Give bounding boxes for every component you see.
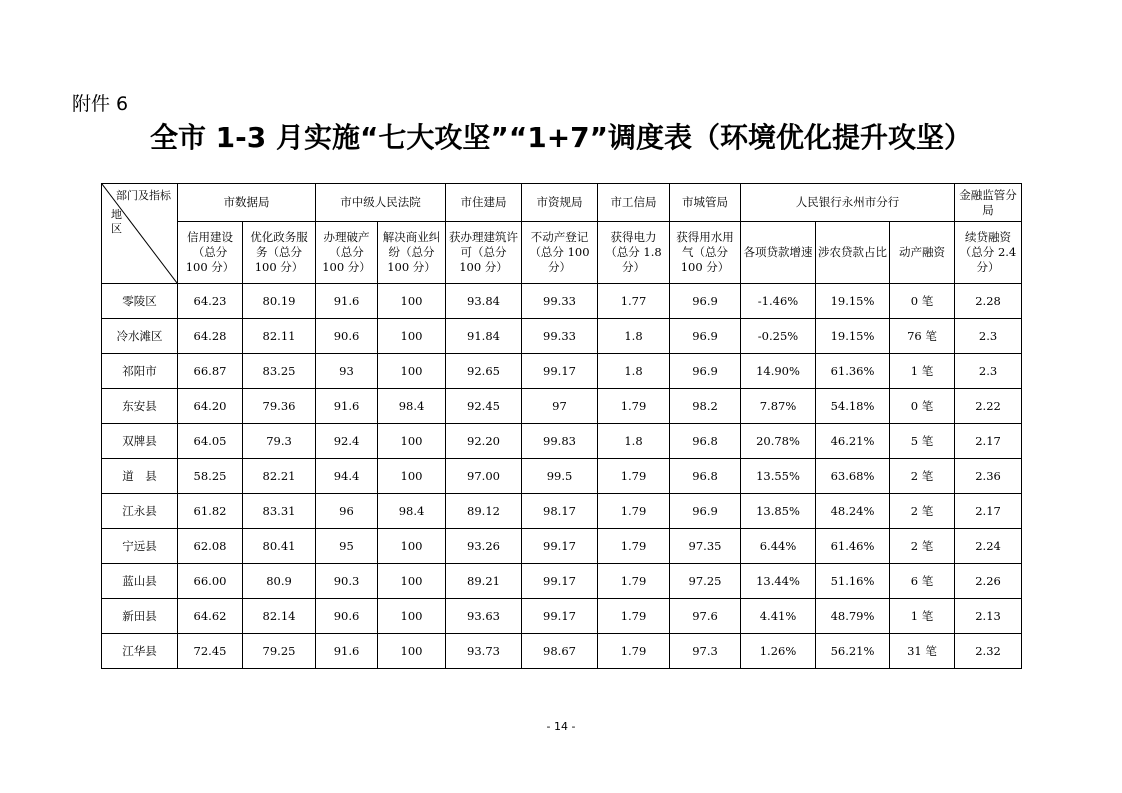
indicator-header: 获得用水用气（总分 100 分） — [670, 222, 741, 284]
value-cell: 64.20 — [178, 389, 243, 424]
value-cell: 93.73 — [446, 634, 522, 669]
indicator-header: 续贷融资（总分 2.4 分） — [955, 222, 1022, 284]
value-cell: 89.21 — [446, 564, 522, 599]
department-header-row — [102, 184, 1022, 222]
value-cell: 54.18% — [816, 389, 890, 424]
value-cell: 7.87% — [741, 389, 816, 424]
value-cell: 72.45 — [178, 634, 243, 669]
region-cell: 双牌县 — [102, 424, 178, 459]
value-cell: 56.21% — [816, 634, 890, 669]
value-cell: 100 — [378, 459, 446, 494]
indicator-header: 动产融资 — [890, 222, 955, 284]
value-cell: 1.8 — [598, 354, 670, 389]
value-cell: 98.17 — [522, 494, 598, 529]
value-cell: 2.3 — [955, 319, 1022, 354]
value-cell: 66.00 — [178, 564, 243, 599]
value-cell: 64.28 — [178, 319, 243, 354]
region-cell: 宁远县 — [102, 529, 178, 564]
value-cell: 92.65 — [446, 354, 522, 389]
value-cell: 99.17 — [522, 599, 598, 634]
value-cell: 92.45 — [446, 389, 522, 424]
value-cell: 91.6 — [316, 389, 378, 424]
value-cell: 2.26 — [955, 564, 1022, 599]
value-cell: 91.6 — [316, 284, 378, 319]
value-cell: 97.35 — [670, 529, 741, 564]
indicator-header: 各项贷款增速 — [741, 222, 816, 284]
value-cell: 96.8 — [670, 459, 741, 494]
value-cell: 61.46% — [816, 529, 890, 564]
value-cell: 93.63 — [446, 599, 522, 634]
value-cell: 2.32 — [955, 634, 1022, 669]
value-cell: 98.4 — [378, 494, 446, 529]
value-cell: 1.79 — [598, 459, 670, 494]
table-row — [102, 319, 1022, 354]
value-cell: 64.05 — [178, 424, 243, 459]
value-cell: 100 — [378, 424, 446, 459]
value-cell: 1 笔 — [890, 354, 955, 389]
corner-header-cell — [102, 184, 178, 284]
indicator-header: 获得电力（总分 1.8 分） — [598, 222, 670, 284]
value-cell: 93.84 — [446, 284, 522, 319]
value-cell: -0.25% — [741, 319, 816, 354]
value-cell: 79.36 — [243, 389, 316, 424]
page-number: - 14 - — [546, 720, 576, 733]
indicator-header: 信用建设（总分 100 分） — [178, 222, 243, 284]
value-cell: 79.25 — [243, 634, 316, 669]
value-cell: 4.41% — [741, 599, 816, 634]
value-cell: 90.6 — [316, 599, 378, 634]
value-cell: 96.8 — [670, 424, 741, 459]
value-cell: 1.79 — [598, 634, 670, 669]
value-cell: 1.79 — [598, 494, 670, 529]
value-cell: 1 笔 — [890, 599, 955, 634]
value-cell: 97.3 — [670, 634, 741, 669]
value-cell: 92.4 — [316, 424, 378, 459]
value-cell: 91.84 — [446, 319, 522, 354]
value-cell: 93.26 — [446, 529, 522, 564]
value-cell: 99.17 — [522, 529, 598, 564]
value-cell: 95 — [316, 529, 378, 564]
department-header: 金融监管分局 — [955, 184, 1022, 222]
value-cell: 2.36 — [955, 459, 1022, 494]
value-cell: 80.41 — [243, 529, 316, 564]
value-cell: 19.15% — [816, 284, 890, 319]
region-cell: 江永县 — [102, 494, 178, 529]
department-header: 市城管局 — [670, 184, 741, 222]
value-cell: 48.79% — [816, 599, 890, 634]
value-cell: 1.26% — [741, 634, 816, 669]
value-cell: 94.4 — [316, 459, 378, 494]
department-header: 人民银行永州市分行 — [741, 184, 955, 222]
value-cell: 100 — [378, 354, 446, 389]
value-cell: 64.23 — [178, 284, 243, 319]
value-cell: 93 — [316, 354, 378, 389]
indicator-header: 不动产登记（总分 100 分） — [522, 222, 598, 284]
value-cell: 100 — [378, 529, 446, 564]
value-cell: 82.14 — [243, 599, 316, 634]
value-cell: 100 — [378, 284, 446, 319]
value-cell: 19.15% — [816, 319, 890, 354]
department-header: 市数据局 — [178, 184, 316, 222]
value-cell: 82.21 — [243, 459, 316, 494]
value-cell: 2.13 — [955, 599, 1022, 634]
indicator-header: 解决商业纠纷（总分 100 分） — [378, 222, 446, 284]
value-cell: 2.3 — [955, 354, 1022, 389]
value-cell: 97.25 — [670, 564, 741, 599]
corner-top-label: 部门及指标 — [116, 189, 171, 202]
value-cell: 51.16% — [816, 564, 890, 599]
value-cell: 98.2 — [670, 389, 741, 424]
value-cell: 14.90% — [741, 354, 816, 389]
value-cell: 2.24 — [955, 529, 1022, 564]
value-cell: 99.33 — [522, 284, 598, 319]
value-cell: 62.08 — [178, 529, 243, 564]
value-cell: 6.44% — [741, 529, 816, 564]
table-row — [102, 354, 1022, 389]
region-cell: 新田县 — [102, 599, 178, 634]
value-cell: 92.20 — [446, 424, 522, 459]
value-cell: 76 笔 — [890, 319, 955, 354]
value-cell: 1.79 — [598, 599, 670, 634]
value-cell: 96.9 — [670, 284, 741, 319]
value-cell: 83.25 — [243, 354, 316, 389]
value-cell: 5 笔 — [890, 424, 955, 459]
value-cell: 66.87 — [178, 354, 243, 389]
value-cell: 98.67 — [522, 634, 598, 669]
indicator-header: 涉农贷款占比 — [816, 222, 890, 284]
department-header: 市工信局 — [598, 184, 670, 222]
value-cell: 97.6 — [670, 599, 741, 634]
value-cell: 99.17 — [522, 564, 598, 599]
table-row — [102, 494, 1022, 529]
region-cell: 蓝山县 — [102, 564, 178, 599]
value-cell: 100 — [378, 599, 446, 634]
value-cell: 2.17 — [955, 424, 1022, 459]
value-cell: 2.22 — [955, 389, 1022, 424]
value-cell: 31 笔 — [890, 634, 955, 669]
attachment-label: 附件 6 — [72, 93, 129, 115]
value-cell: 64.62 — [178, 599, 243, 634]
indicator-header-row — [102, 222, 1022, 284]
value-cell: 2 笔 — [890, 529, 955, 564]
value-cell: 46.21% — [816, 424, 890, 459]
value-cell: 1.79 — [598, 529, 670, 564]
department-header: 市中级人民法院 — [316, 184, 446, 222]
value-cell: 99.83 — [522, 424, 598, 459]
schedule-table — [101, 183, 1022, 669]
value-cell: 1.79 — [598, 564, 670, 599]
table-row — [102, 599, 1022, 634]
region-cell: 道 县 — [102, 459, 178, 494]
value-cell: 20.78% — [741, 424, 816, 459]
value-cell: -1.46% — [741, 284, 816, 319]
value-cell: 90.6 — [316, 319, 378, 354]
value-cell: 99.33 — [522, 319, 598, 354]
indicator-header: 办理破产（总分 100 分） — [316, 222, 378, 284]
value-cell: 1.77 — [598, 284, 670, 319]
value-cell: 6 笔 — [890, 564, 955, 599]
table-row — [102, 424, 1022, 459]
table-row — [102, 389, 1022, 424]
corner-bottom-label: 地区 — [111, 208, 122, 235]
value-cell: 89.12 — [446, 494, 522, 529]
value-cell: 96.9 — [670, 354, 741, 389]
value-cell: 2.28 — [955, 284, 1022, 319]
value-cell: 97 — [522, 389, 598, 424]
value-cell: 1.79 — [598, 389, 670, 424]
value-cell: 91.6 — [316, 634, 378, 669]
indicator-header: 获办理建筑许可（总分 100 分） — [446, 222, 522, 284]
value-cell: 96.9 — [670, 319, 741, 354]
value-cell: 61.82 — [178, 494, 243, 529]
table-row — [102, 459, 1022, 494]
value-cell: 96 — [316, 494, 378, 529]
value-cell: 2 笔 — [890, 494, 955, 529]
value-cell: 0 笔 — [890, 284, 955, 319]
value-cell: 63.68% — [816, 459, 890, 494]
value-cell: 79.3 — [243, 424, 316, 459]
value-cell: 99.17 — [522, 354, 598, 389]
value-cell: 98.4 — [378, 389, 446, 424]
value-cell: 97.00 — [446, 459, 522, 494]
value-cell: 100 — [378, 634, 446, 669]
value-cell: 82.11 — [243, 319, 316, 354]
value-cell: 1.8 — [598, 424, 670, 459]
value-cell: 100 — [378, 319, 446, 354]
value-cell: 80.9 — [243, 564, 316, 599]
value-cell: 2.17 — [955, 494, 1022, 529]
table-row — [102, 634, 1022, 669]
value-cell: 48.24% — [816, 494, 890, 529]
region-cell: 祁阳市 — [102, 354, 178, 389]
value-cell: 13.44% — [741, 564, 816, 599]
value-cell: 58.25 — [178, 459, 243, 494]
value-cell: 13.55% — [741, 459, 816, 494]
value-cell: 99.5 — [522, 459, 598, 494]
region-cell: 零陵区 — [102, 284, 178, 319]
value-cell: 13.85% — [741, 494, 816, 529]
table-row — [102, 564, 1022, 599]
value-cell: 0 笔 — [890, 389, 955, 424]
value-cell: 80.19 — [243, 284, 316, 319]
region-cell: 东安县 — [102, 389, 178, 424]
value-cell: 83.31 — [243, 494, 316, 529]
department-header: 市住建局 — [446, 184, 522, 222]
value-cell: 61.36% — [816, 354, 890, 389]
table-row — [102, 284, 1022, 319]
table-row — [102, 529, 1022, 564]
region-cell: 江华县 — [102, 634, 178, 669]
value-cell: 96.9 — [670, 494, 741, 529]
region-cell: 冷水滩区 — [102, 319, 178, 354]
document-title: 全市 1-3 月实施“七大攻坚”“1+7”调度表（环境优化提升攻坚） — [149, 121, 973, 154]
indicator-header: 优化政务服务（总分 100 分） — [243, 222, 316, 284]
value-cell: 2 笔 — [890, 459, 955, 494]
value-cell: 100 — [378, 564, 446, 599]
department-header: 市资规局 — [522, 184, 598, 222]
value-cell: 1.8 — [598, 319, 670, 354]
value-cell: 90.3 — [316, 564, 378, 599]
